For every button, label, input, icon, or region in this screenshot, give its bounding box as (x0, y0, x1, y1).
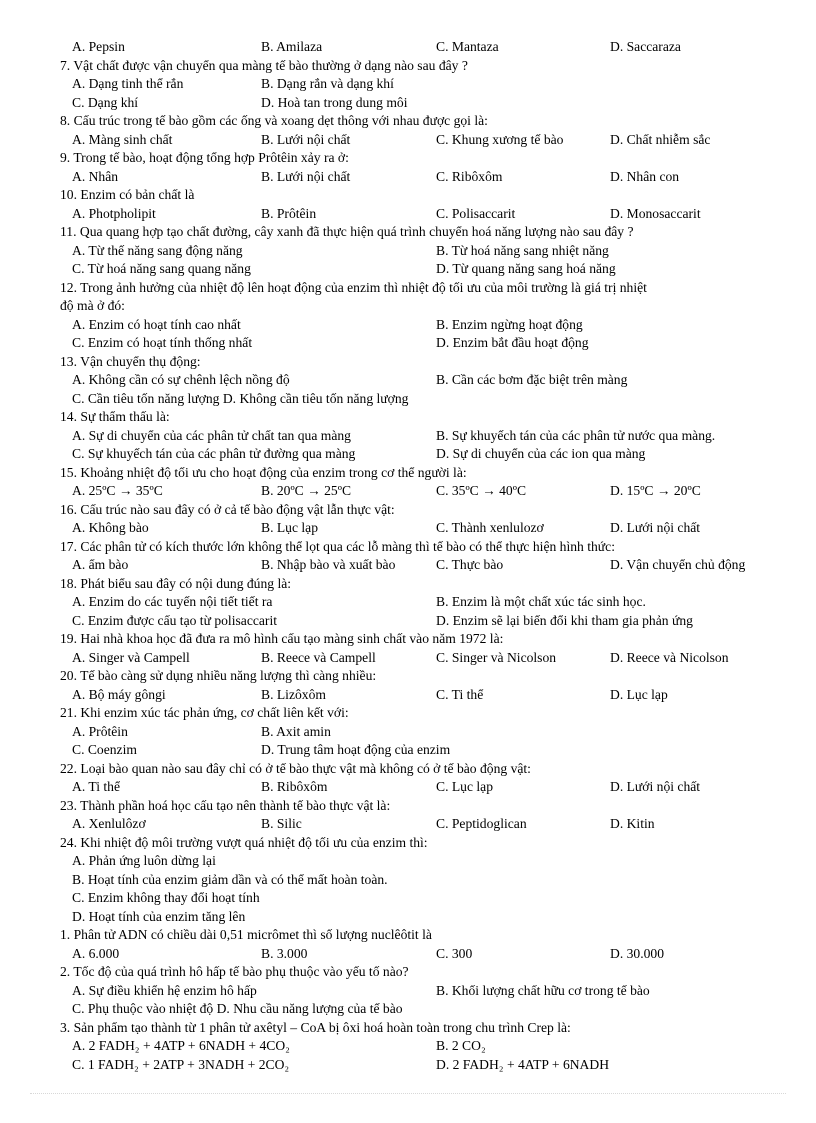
answer-line: A. Phản ứng luôn dừng lại (72, 853, 216, 868)
answer-option: B. 3.000 (261, 945, 308, 961)
answer-options-row (60, 131, 780, 150)
answer-option: B. Sự khuyếch tán của các phân tử nước qua màng. (436, 427, 716, 443)
answer-option: A. Sự điều khiển hệ enzim hô hấp (72, 982, 257, 998)
answer-option: D. Trung tâm hoạt động của enzim (261, 742, 451, 757)
answer-options-row (60, 945, 780, 964)
answer-option: B. Lục lạp (261, 520, 319, 535)
answer-option: C. Mantaza (436, 39, 499, 54)
answer-option: D. Lục lạp (610, 686, 668, 702)
answer-options-row (60, 815, 780, 834)
answer-option: B. Lizôxôm (261, 686, 326, 702)
answer-option: A. Enzim do các tuyến nội tiết tiết ra (72, 594, 273, 609)
answer-option: B. Từ hoá năng sang nhiệt năng (436, 242, 609, 258)
answer-option: D. Saccaraza (610, 39, 681, 54)
answer-line: D. Hoạt tính của enzim tăng lên (72, 908, 246, 924)
question-text: 8. Cấu trúc trong tế bào gồm các ống và xoang dẹt thông với nhau được gọi là: (60, 113, 488, 128)
answer-option: B. Ribôxôm (261, 779, 328, 794)
question-text: 1. Phân tử ADN có chiều dài 0,51 micrômet thì số lượng nuclêôtit là (60, 927, 432, 942)
answer-option: C. Khung xương tế bào (436, 131, 564, 147)
answer-option: A. Màng sinh chất (72, 131, 173, 147)
question-text: độ mà ở đó: (60, 298, 125, 313)
answer-option: A. Không bào (72, 520, 149, 535)
answer-options-row (60, 778, 780, 797)
answer-option: B. 2 CO₂ (436, 1038, 486, 1053)
answer-option: C. Singer và Nicolson (436, 649, 557, 665)
answer-options-row (60, 1056, 780, 1075)
answer-options-row (60, 1037, 780, 1056)
answer-option: C. Enzim được cấu tạo từ polisaccarit (72, 612, 277, 628)
answer-option: D. Enzim sẽ lại biến đổi khi tham gia phản ứng (436, 612, 693, 628)
question-text: 16. Cấu trúc nào sau đây có ở cả tế bào động vật lẫn thực vật: (60, 501, 395, 517)
answer-option: C. Dạng khí (72, 94, 139, 110)
answer-option: D. Enzim bắt đầu hoạt động (436, 335, 589, 350)
question-text: 22. Loại bào quan nào sau đây chỉ có ở tế bào thực vật mà không có ở tế bào động vật: (60, 760, 531, 776)
question-text: 11. Qua quang hợp tạo chất đường, cây xanh đã thực hiện quá trình chuyển hoá năng lượng nào sau đây ? (60, 224, 634, 239)
question-text: 20. Tế bào càng sử dụng nhiều năng lượng thì càng nhiều: (60, 668, 377, 683)
answer-option: C. Thực bào (436, 557, 504, 572)
answer-option: C. Thành xenlulozơ (436, 520, 544, 535)
answer-option: D. Sự di chuyển của các ion qua màng (436, 446, 646, 461)
answer-option: B. Cần các bơm đặc biệt trên màng (436, 372, 628, 387)
answer-option: B. Enzim ngừng hoạt động (436, 316, 583, 332)
answer-options-row (60, 723, 780, 742)
answer-option: C. Polisaccarit (436, 205, 516, 221)
answer-option: B. Enzim là một chất xúc tác sinh học. (436, 594, 646, 609)
answer-option: A. Enzim có hoạt tính cao nhất (72, 316, 241, 332)
question-text: 21. Khi enzim xúc tác phản ứng, cơ chất liên kết với: (60, 705, 349, 720)
answer-option: D. Từ quang năng sang hoá năng (436, 261, 616, 276)
question-text: 9. Trong tế bào, hoạt động tổng hợp Prôtêin xảy ra ở: (60, 150, 349, 165)
answer-option: C. 35ºC → 40ºC (436, 483, 527, 498)
answer-option: A. Ti thể (72, 779, 120, 794)
answer-option: B. 20ºC → 25ºC (261, 483, 352, 498)
answer-option: C. Sự khuyếch tán của các phân tử đường qua màng (72, 446, 356, 461)
page-divider (30, 1093, 786, 1094)
answer-options-row (60, 334, 780, 353)
answer-options-row (60, 612, 780, 631)
answer-option: A. Singer và Campell (72, 649, 190, 665)
answer-options-row (60, 741, 780, 760)
answer-option: A. Dạng tinh thể rắn (72, 76, 184, 91)
answer-option: A. Pepsin (72, 39, 125, 54)
answer-options-row (60, 556, 780, 575)
answer-line: C. Cần tiêu tốn năng lượng D. Không cần tiêu tốn năng lượng (72, 390, 409, 406)
question-text: 18. Phát biểu sau đây có nội dung đúng là: (60, 575, 292, 591)
answer-option: C. Lục lạp (436, 779, 494, 794)
answer-option: A. Nhân (72, 168, 119, 184)
answer-option: C. Ribôxôm (436, 168, 503, 184)
question-text: 14. Sự thẩm thấu là: (60, 409, 170, 424)
answer-option: C. 300 (436, 945, 473, 961)
question-text: 12. Trong ảnh hưởng của nhiệt độ lên hoạt động của enzim thì nhiệt độ tối ưu của môi trường là giá trị nhiệt (60, 279, 647, 295)
answer-options-row (60, 94, 780, 113)
answer-options-row (60, 982, 780, 1001)
answer-option: B. Prôtêin (261, 205, 317, 221)
answer-option: D. Lưới nội chất (610, 779, 701, 794)
question-text: 3. Sản phẩm tạo thành từ 1 phân tử axêtyl – CoA bị ôxi hoá hoàn toàn trong chu trình Crep là: (60, 1019, 571, 1035)
question-text: 19. Hai nhà khoa học đã đưa ra mô hình cấu tạo màng sinh chất vào năm 1972 là: (60, 631, 504, 646)
answer-option: A. Xenlulôzơ (72, 816, 146, 831)
answer-options-row (60, 649, 780, 668)
question-text: 7. Vật chất được vận chuyển qua màng tế bào thường ở dạng nào sau đây ? (60, 57, 468, 73)
answer-line: C. Phụ thuộc vào nhiệt độ D. Nhu cầu năng lượng của tế bào (72, 1001, 403, 1016)
answer-options-row (60, 242, 780, 261)
answer-option: A. 6.000 (72, 945, 120, 961)
answer-options-row (60, 593, 780, 612)
answer-options-row (60, 427, 780, 446)
answer-option: A. 25ºC → 35ºC (72, 483, 163, 498)
answer-option: A. Sự di chuyển của các phân tử chất tan qua màng (72, 427, 351, 443)
question-text: 10. Enzim có bản chất là (60, 187, 195, 202)
answer-option: A. Không cần có sự chênh lệch nồng độ (72, 372, 290, 387)
answer-option: D. Nhân con (610, 168, 680, 184)
answer-line: C. Enzim không thay đổi hoạt tính (72, 890, 260, 905)
answer-option: A. Photpholipit (72, 205, 156, 221)
answer-option: D. 30.000 (610, 945, 664, 961)
answer-option: A. Từ thế năng sang động năng (72, 242, 243, 258)
answer-options-row (60, 371, 780, 390)
answer-option: D. 2 FADH₂ + 4ATP + 6NADH (436, 1056, 610, 1072)
answer-options-row (60, 445, 780, 464)
answer-option: D. Hoà tan trong dung môi (261, 94, 408, 110)
answer-option: C. Peptidoglican (436, 816, 527, 831)
answer-option: A. Prôtêin (72, 723, 128, 739)
answer-options-row (60, 168, 780, 187)
answer-options-row (60, 205, 780, 224)
answer-option: B. Lưới nội chất (261, 131, 351, 147)
answer-options-row (60, 482, 780, 501)
answer-options-row (60, 260, 780, 279)
answer-option: D. 15ºC → 20ºC (610, 483, 701, 498)
answer-option: C. Coenzim (72, 742, 137, 757)
question-text: 24. Khi nhiệt độ môi trường vượt quá nhiệt độ tối ưu của enzim thì: (60, 834, 428, 850)
answer-option: D. Lưới nội chất (610, 520, 701, 535)
answer-option: C. Enzim có hoạt tính thống nhất (72, 335, 253, 350)
answer-option: B. Axit amin (261, 723, 331, 739)
question-text: 17. Các phân tử có kích thước lớn không thể lọt qua các lỗ màng thì tế bào có thể thực hiện hình thức: (60, 538, 615, 554)
question-text: 2. Tốc độ của quá trình hô hấp tế bào phụ thuộc vào yếu tố nào? (60, 964, 409, 979)
answer-option: A. 2 FADH₂ + 4ATP + 6NADH + 4CO₂ (72, 1038, 290, 1053)
answer-option: A. Bộ máy gôngi (72, 686, 166, 702)
answer-option: A. ẩm bào (72, 557, 129, 572)
answer-option: D. Vận chuyển chủ động (610, 557, 746, 572)
answer-line: B. Hoạt tính của enzim giảm dần và có thể mất hoàn toàn. (72, 871, 388, 887)
answer-options-row (60, 75, 780, 94)
answer-option: B. Silic (261, 816, 302, 831)
answer-options-row (60, 316, 780, 335)
answer-options-row (60, 38, 780, 57)
answer-option: B. Lưới nội chất (261, 168, 351, 184)
answer-option: B. Nhập bào và xuất bào (261, 557, 396, 572)
question-text: 13. Vận chuyển thụ động: (60, 353, 201, 369)
answer-option: B. Reece và Campell (261, 649, 376, 665)
question-text: 23. Thành phần hoá học cấu tạo nên thành tế bào thực vật là: (60, 797, 391, 813)
answer-option: B. Dạng rắn và dạng khí (261, 76, 394, 91)
answer-options-row (60, 686, 780, 705)
answer-option: D. Reece và Nicolson (610, 649, 729, 665)
answer-options-row (60, 519, 780, 538)
document-body (60, 38, 780, 1074)
answer-option: B. Amilaza (261, 39, 323, 54)
answer-option: D. Chất nhiễm sắc (610, 131, 711, 147)
answer-option: D. Monosaccarit (610, 205, 701, 221)
answer-option: C. 1 FADH₂ + 2ATP + 3NADH + 2CO₂ (72, 1056, 290, 1072)
answer-option: D. Kitin (610, 816, 655, 831)
answer-option: C. Ti thể (436, 686, 484, 702)
answer-option: C. Từ hoá năng sang quang năng (72, 261, 251, 276)
question-text: 15. Khoảng nhiệt độ tối ưu cho hoạt động của enzim trong cơ thể người là: (60, 464, 467, 480)
answer-option: B. Khối lượng chất hữu cơ trong tế bào (436, 982, 650, 998)
